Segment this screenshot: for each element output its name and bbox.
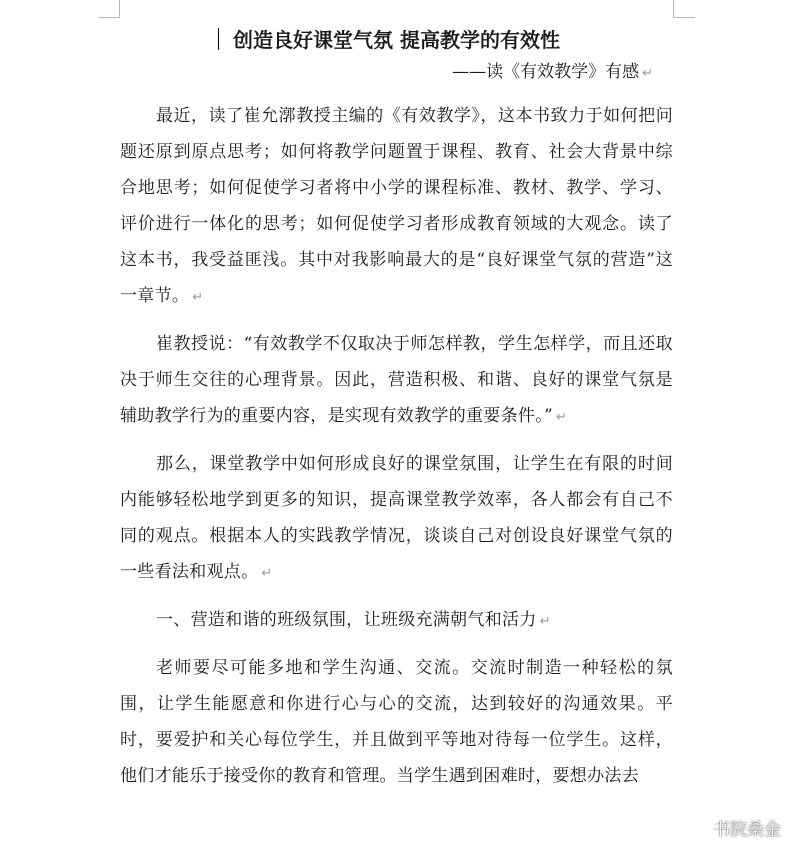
paragraph-mark-icon: ↵ [539,614,551,629]
document-title-line[interactable] [120,18,673,58]
text-cursor [218,28,219,50]
paragraph-text: 那么，课堂教学中如何形成良好的课堂氛围，让学生在有限的时间内能够轻松地学到更多的知识，提高课堂教学效率，各人都会有自己不同的观点。根据本人的实践教学情况，谈谈自己对创设良好课堂气氛的一些看法和观点。 [120,454,673,582]
margin-crop-mark-top-right [673,17,695,18]
paragraph-text: 最近，读了崔允漷教授主编的《有效教学》，这本书致力于如何把问题还原到原点思考；如何将教学问题置于课程、教育、社会大背景中综合地思考；如何促使学习者将中小学的课程标准、教材、教学、学习、评价进行一体化的思考；如何促使学习者形成教育领域的大观念。读了这本书，我受益匪浅。其中对我影响最大的是“良好课堂气氛的营造”这一章节。 [120,106,673,306]
paragraph-mark-icon: ↵ [192,290,204,305]
document-body[interactable] [120,18,673,804]
watermark [685,815,781,840]
paragraph-text: 老师要尽可能多地和学生沟通、交流。交流时制造一种轻松的氛围，让学生能愿意和你进行心与心的交流，达到较好的沟通效果。平时，要爱护和关心每位学生，并且做到平等地对待每一位学生。这样，他们才能乐于接受你的教育和管理。当学生遇到困难时，要想办法去 [120,658,673,786]
paragraph[interactable] [120,98,673,316]
paragraph-mark-icon: ↵ [642,66,653,81]
document-title: 创造良好课堂气氛 提高教学的有效性 [233,28,560,52]
section-heading[interactable] [120,602,673,640]
document-subtitle-line[interactable] [120,58,673,94]
paragraph[interactable] [120,650,673,794]
paragraph-text: 崔教授说：“有效教学不仅取决于师怎样教，学生怎样学，而且还取决于师生交往的心理背景。因此，营造积极、和谐、良好的课堂气氛是辅助教学行为的重要内容，是实现有效教学的重要条件。” [120,334,673,426]
paragraph[interactable] [120,326,673,436]
watermark-text: 书院桑金 [713,820,781,840]
paragraph-mark-icon: ↵ [556,410,568,425]
wechat-official-account-icon [685,817,707,839]
paragraph-mark-icon: ↵ [261,566,273,581]
margin-crop-mark-top-left [98,17,120,18]
document-subtitle: ——读《有效教学》有感 [452,62,640,82]
section-heading-text: 一、营造和谐的班级氛围，让班级充满朝气和活力 [156,610,537,630]
margin-crop-mark-top-right [673,0,674,18]
paragraph[interactable] [120,446,673,592]
margin-crop-mark-top-left [119,0,120,18]
